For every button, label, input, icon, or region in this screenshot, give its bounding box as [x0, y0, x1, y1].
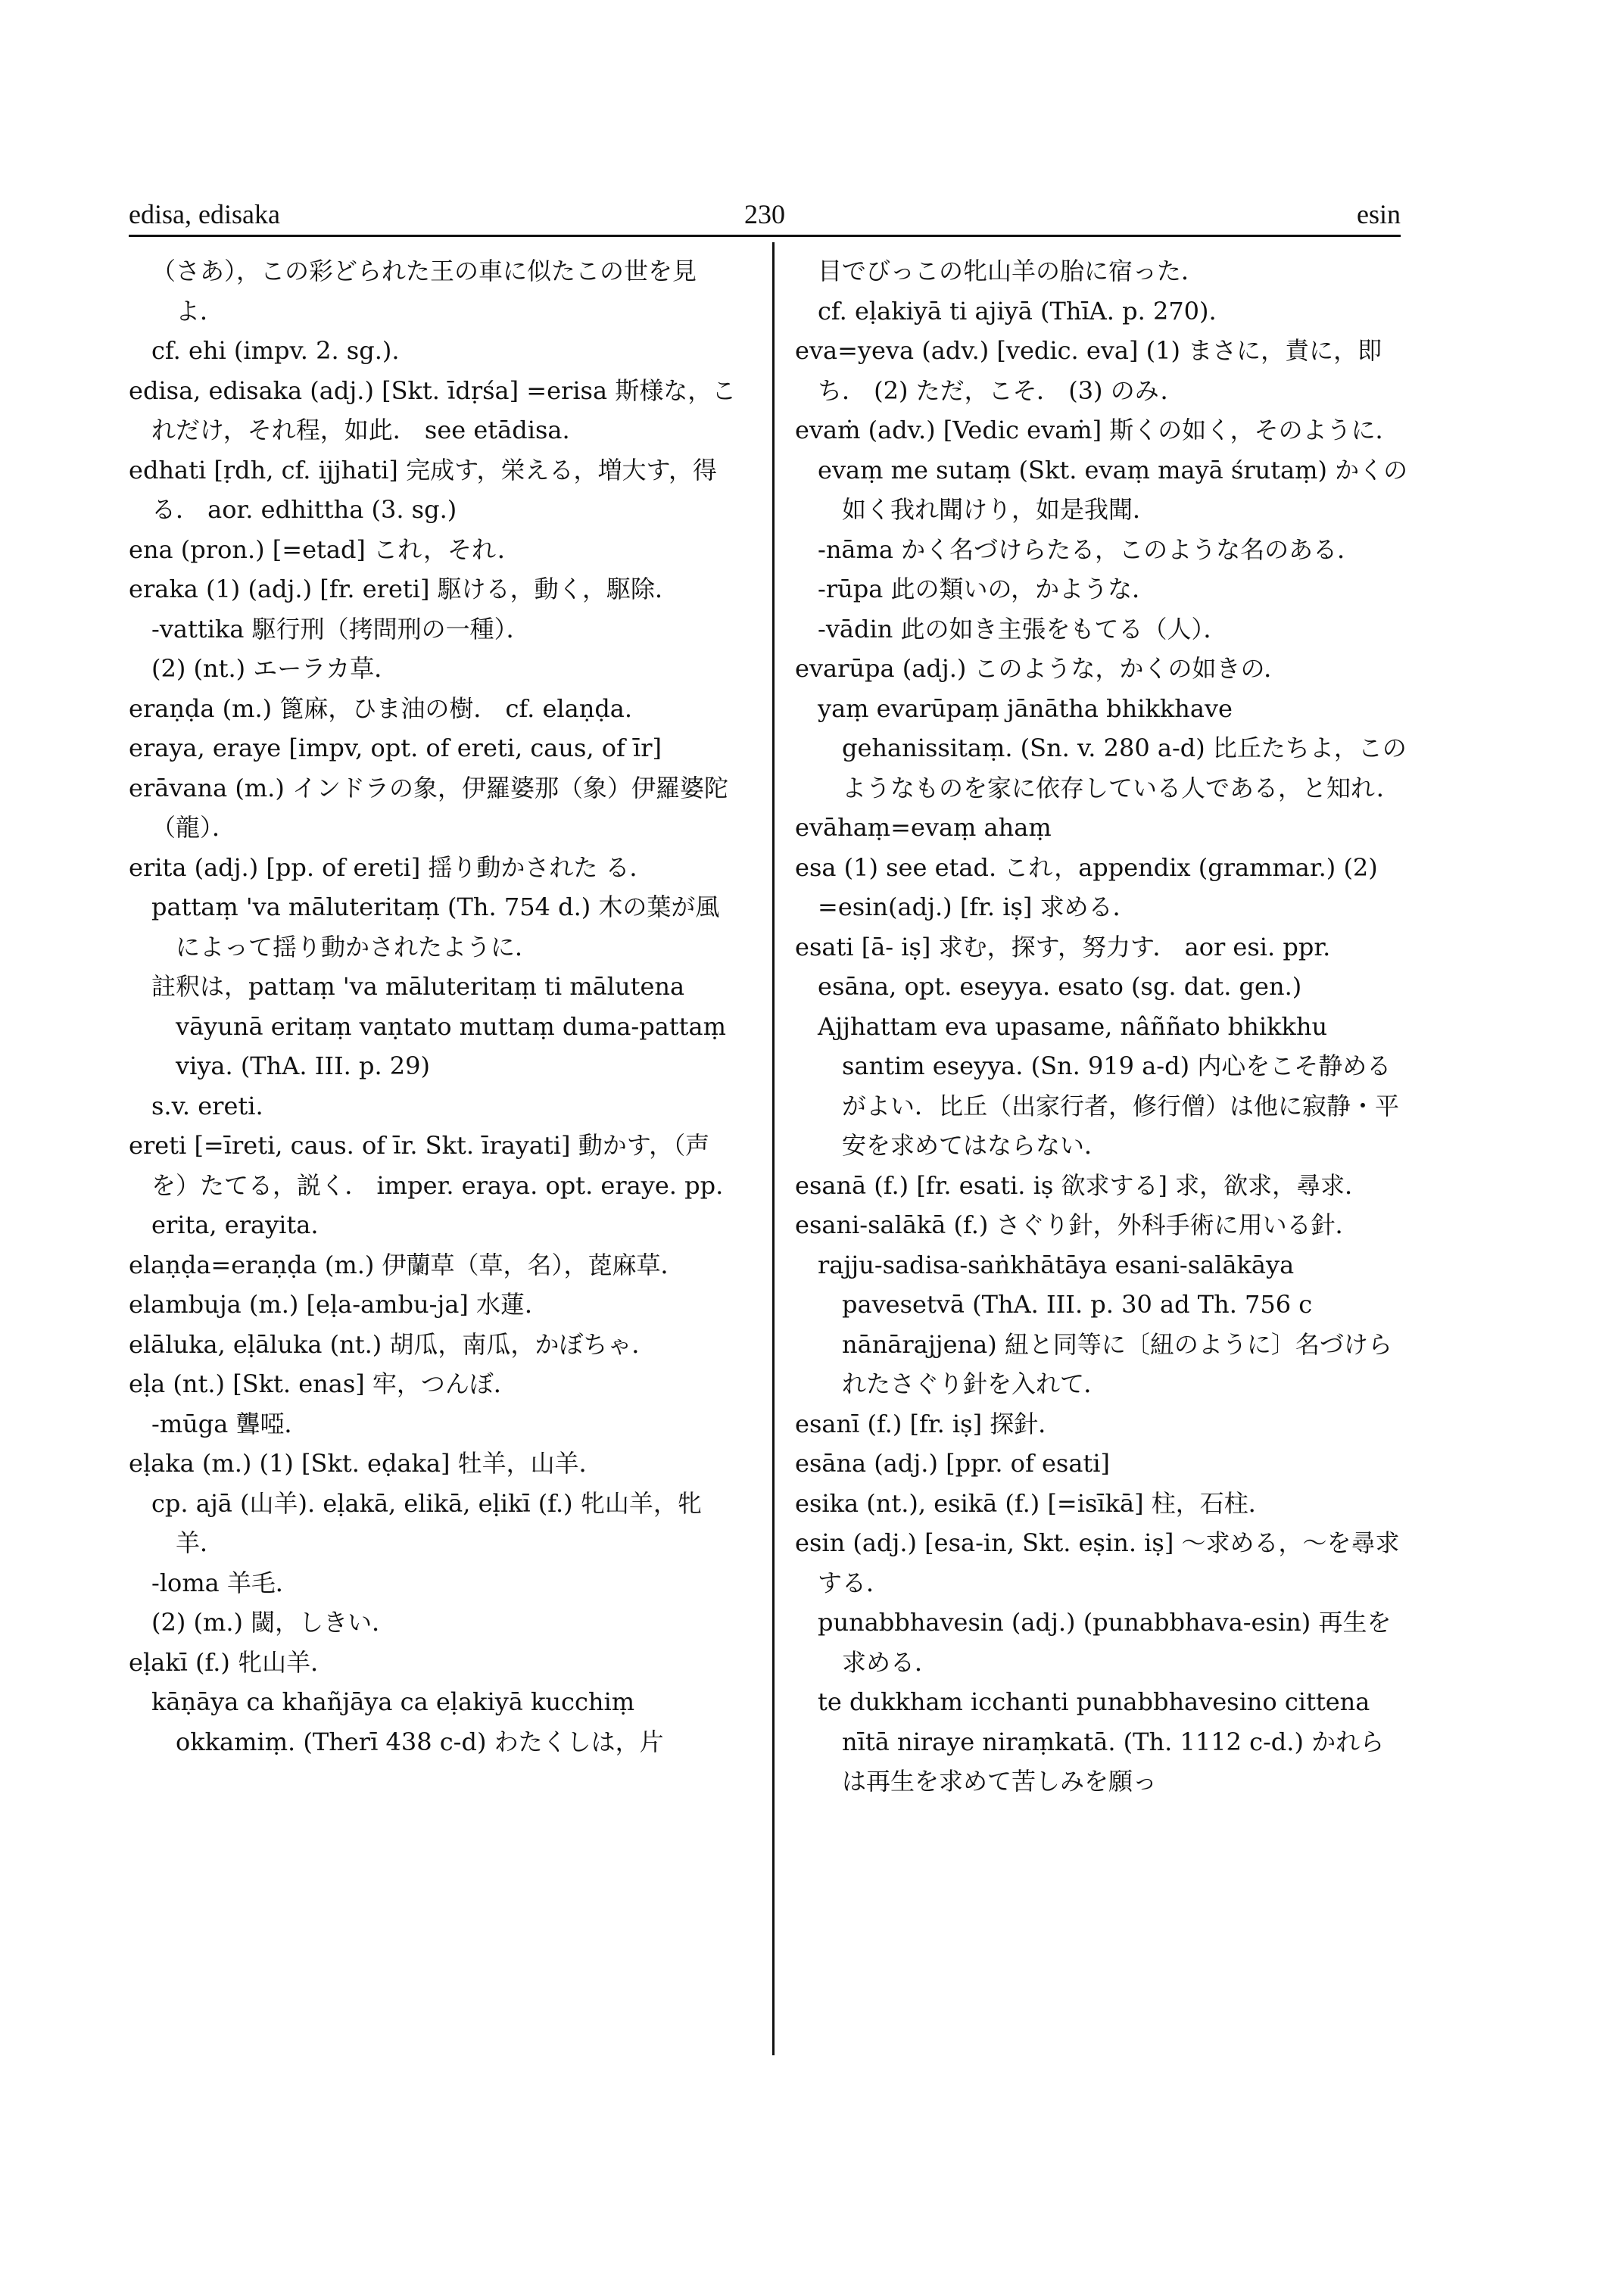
- dictionary-entry: elaṇḍa=eraṇḍa (m.) 伊蘭草（草，名），萞麻草．: [129, 1250, 685, 1279]
- entry-subline: 目でびっこの牝山羊の胎に宿った．: [818, 257, 1206, 285]
- dictionary-entry: esanā (f.) [fr. esati. iṣ 欲求する] 求，欲求，尋求．: [795, 1170, 1370, 1200]
- entry-subline: 註釈は，pattaṃ 'va māluteritaṃ ti mālutena vāyunā eritaṃ vaṇtato muttaṃ duma-pattaṃ viya. (ThA. III. p. 29): [151, 972, 726, 1080]
- right-column: [795, 251, 1408, 1802]
- entry-subline: (2) (m.) 閾，しきい．: [151, 1608, 397, 1637]
- entry-subline: kāṇāya ca khañjāya ca eḷakiyā kucchiṃ okkamiṃ. (Therī 438 c-d) わたくしは，片: [151, 1687, 664, 1756]
- dictionary-entry: eḷakī (f.) 牝山羊．: [129, 1647, 335, 1677]
- dictionary-entry: edisa, edisaka (adj.) [Skt. īdṛśa] =erisa 斯様な，これだけ，それ程，如此． see etādisa.: [129, 375, 737, 444]
- entry-subline: s.v. ereti.: [151, 1091, 263, 1120]
- dictionary-entry: eḷa (nt.) [Skt. enas] 牢，つんぼ．: [129, 1369, 518, 1398]
- entry-subline: yaṃ evarūpaṃ jānātha bhikkhave gehanissitaṃ. (Sn. v. 280 a-d) 比丘たちよ，このようなものを家に依存している人である，と知れ．: [818, 693, 1407, 802]
- dictionary-entry: elambuja (m.) [eḷa-ambu-ja] 水蓮．: [129, 1290, 550, 1319]
- dictionary-entry: esa (1) see etad. これ，appendix (grammar.) (2) =esin(adj.) [fr. iṣ] 求める．: [795, 852, 1378, 921]
- dictionary-entry: eva=yeva (adv.) [vedic. eva] (1) まさに，責に，即ち． (2) ただ，こそ． (3) のみ．: [795, 336, 1382, 405]
- entry-subline: evaṃ me sutaṃ (Skt. evaṃ mayā śrutaṃ) かくの如く我れ聞けり，如是我聞．: [818, 455, 1408, 524]
- header-rule: [129, 235, 1401, 237]
- page-number: 230: [744, 199, 785, 229]
- header-last-entry: esin: [1357, 199, 1401, 229]
- entry-subline: -vādin 此の如き主張をもてる（人）．: [818, 614, 1228, 643]
- entry-subline: -loma 羊毛．: [151, 1568, 300, 1597]
- dictionary-entry: erita (adj.) [pp. of ereti] 揺り動かされた る．: [129, 852, 654, 882]
- entry-subline: pattaṃ 'va māluteritaṃ (Th. 754 d.) 木の葉が風によって揺り動かされたように．: [151, 893, 720, 961]
- dictionary-entry: ereti [=īreti, caus. of īr. Skt. īrayati] 動かす，（声を）たてる，説く． imper. eraya. opt. eraye. pp. erita, erayita.: [129, 1131, 724, 1239]
- entry-subline: -mūga 聾啞．: [151, 1409, 309, 1438]
- dictionary-entry: ena (pron.) [=etad] これ，それ．: [129, 534, 522, 564]
- dictionary-entry: evāhaṃ=evaṃ ahaṃ: [795, 813, 1052, 842]
- dictionary-entry: esani-salākā (f.) さぐり針，外科手術に用いる針．: [795, 1210, 1360, 1239]
- dictionary-entry: edhati [ṛdh, cf. ijjhati] 完成す，栄える，増大す，得る． aor. edhittha (3. sg.): [129, 455, 717, 524]
- entry-subline: punabbhavesin (adj.) (punabbhava-esin) 再生を求める．: [818, 1608, 1392, 1677]
- header-first-entry: edisa, edisaka: [129, 199, 280, 229]
- dictionary-entry: eraṇḍa (m.) 篦麻，ひま油の樹． cf. elaṇḍa.: [129, 693, 633, 723]
- entry-subline: te dukkham icchanti punabbhavesino cittena nītā niraye niraṃkatā. (Th. 1112 c-d.) かれらは再生を求めて苦しみを願っ: [818, 1687, 1385, 1796]
- entry-subline: -vattika 駆行刑（拷問刑の一種）．: [151, 614, 531, 643]
- entry-subline: (2) (nt.) エーラカ草．: [151, 654, 399, 683]
- dictionary-entry: esāna (adj.) [ppr. of esati]: [795, 1449, 1110, 1478]
- entry-subline: Ajjhattam eva upasame, nâññato bhikkhu santim eseyya. (Sn. 919 a-d) 内心をこそ静めるがよい．比丘（出家行者，修行僧）は他に寂静・平安を求めてはならない．: [818, 1011, 1400, 1160]
- entry-subline: cf. eḷakiyā ti ajiyā (ThīA. p. 270).: [818, 296, 1217, 326]
- dictionary-entry: esika (nt.), esikā (f.) [=isīkā] 柱，石柱．: [795, 1488, 1273, 1518]
- dictionary-entry: eḷaka (m.) (1) [Skt. eḍaka] 牡羊，山羊．: [129, 1449, 603, 1478]
- entry-subline: -nāma かく名づけらたる，このような名のある．: [818, 534, 1362, 564]
- dictionary-entry: eraka (1) (adj.) [fr. ereti] 駆ける，動く，駆除．: [129, 575, 679, 603]
- running-header: [129, 198, 1401, 229]
- entry-subline: rajju-sadisa-saṅkhātāya esani-salākāya pavesetvā (ThA. III. p. 30 ad Th. 756 c nānārajjena) 紐と同等に〔紐のように〕名づけられたさぐり針を入れて．: [818, 1250, 1392, 1398]
- dictionary-entry: esin (adj.) [esa-in, Skt. eṣin. iṣ] 〜求める，〜を尋求する．: [795, 1528, 1400, 1597]
- dictionary-entry: eraya, eraye [impv, opt. of ereti, caus, of īr]: [129, 734, 662, 762]
- dictionary-entry: elāluka, eḷāluka (nt.) 胡瓜，南瓜，かぼちゃ．: [129, 1329, 656, 1359]
- entry-subline: -rūpa 此の類いの，かような．: [818, 575, 1157, 603]
- entry-subline: cp. ajā (山羊). eḷakā, elikā, eḷikī (f.) 牝山羊，牝羊．: [151, 1488, 702, 1557]
- dictionary-entry: esanī (f.) [fr. iṣ] 探針．: [795, 1409, 1063, 1438]
- dictionary-entry: esati [ā- iṣ] 求む，探す，努力す． aor esi. ppr. esāna, opt. eseyya. esato (sg. dat. gen.): [795, 932, 1331, 1001]
- dictionary-entry: erāvana (m.) インドラの象，伊羅婆那（象）伊羅婆陀（龍）．: [129, 773, 728, 842]
- entry-subline: cf. ehi (impv. 2. sg.).: [151, 336, 400, 365]
- dictionary-entry: evarūpa (adj.) このような，かくの如きの．: [795, 654, 1289, 683]
- dictionary-entry: evaṁ (adv.) [Vedic evaṁ] 斯くの如く，そのように．: [795, 416, 1400, 444]
- left-column: [129, 251, 742, 1762]
- column-divider: [772, 242, 775, 2055]
- entry-subline: （さあ），この彩どられた王の車に似たこの世を見よ．: [151, 257, 697, 326]
